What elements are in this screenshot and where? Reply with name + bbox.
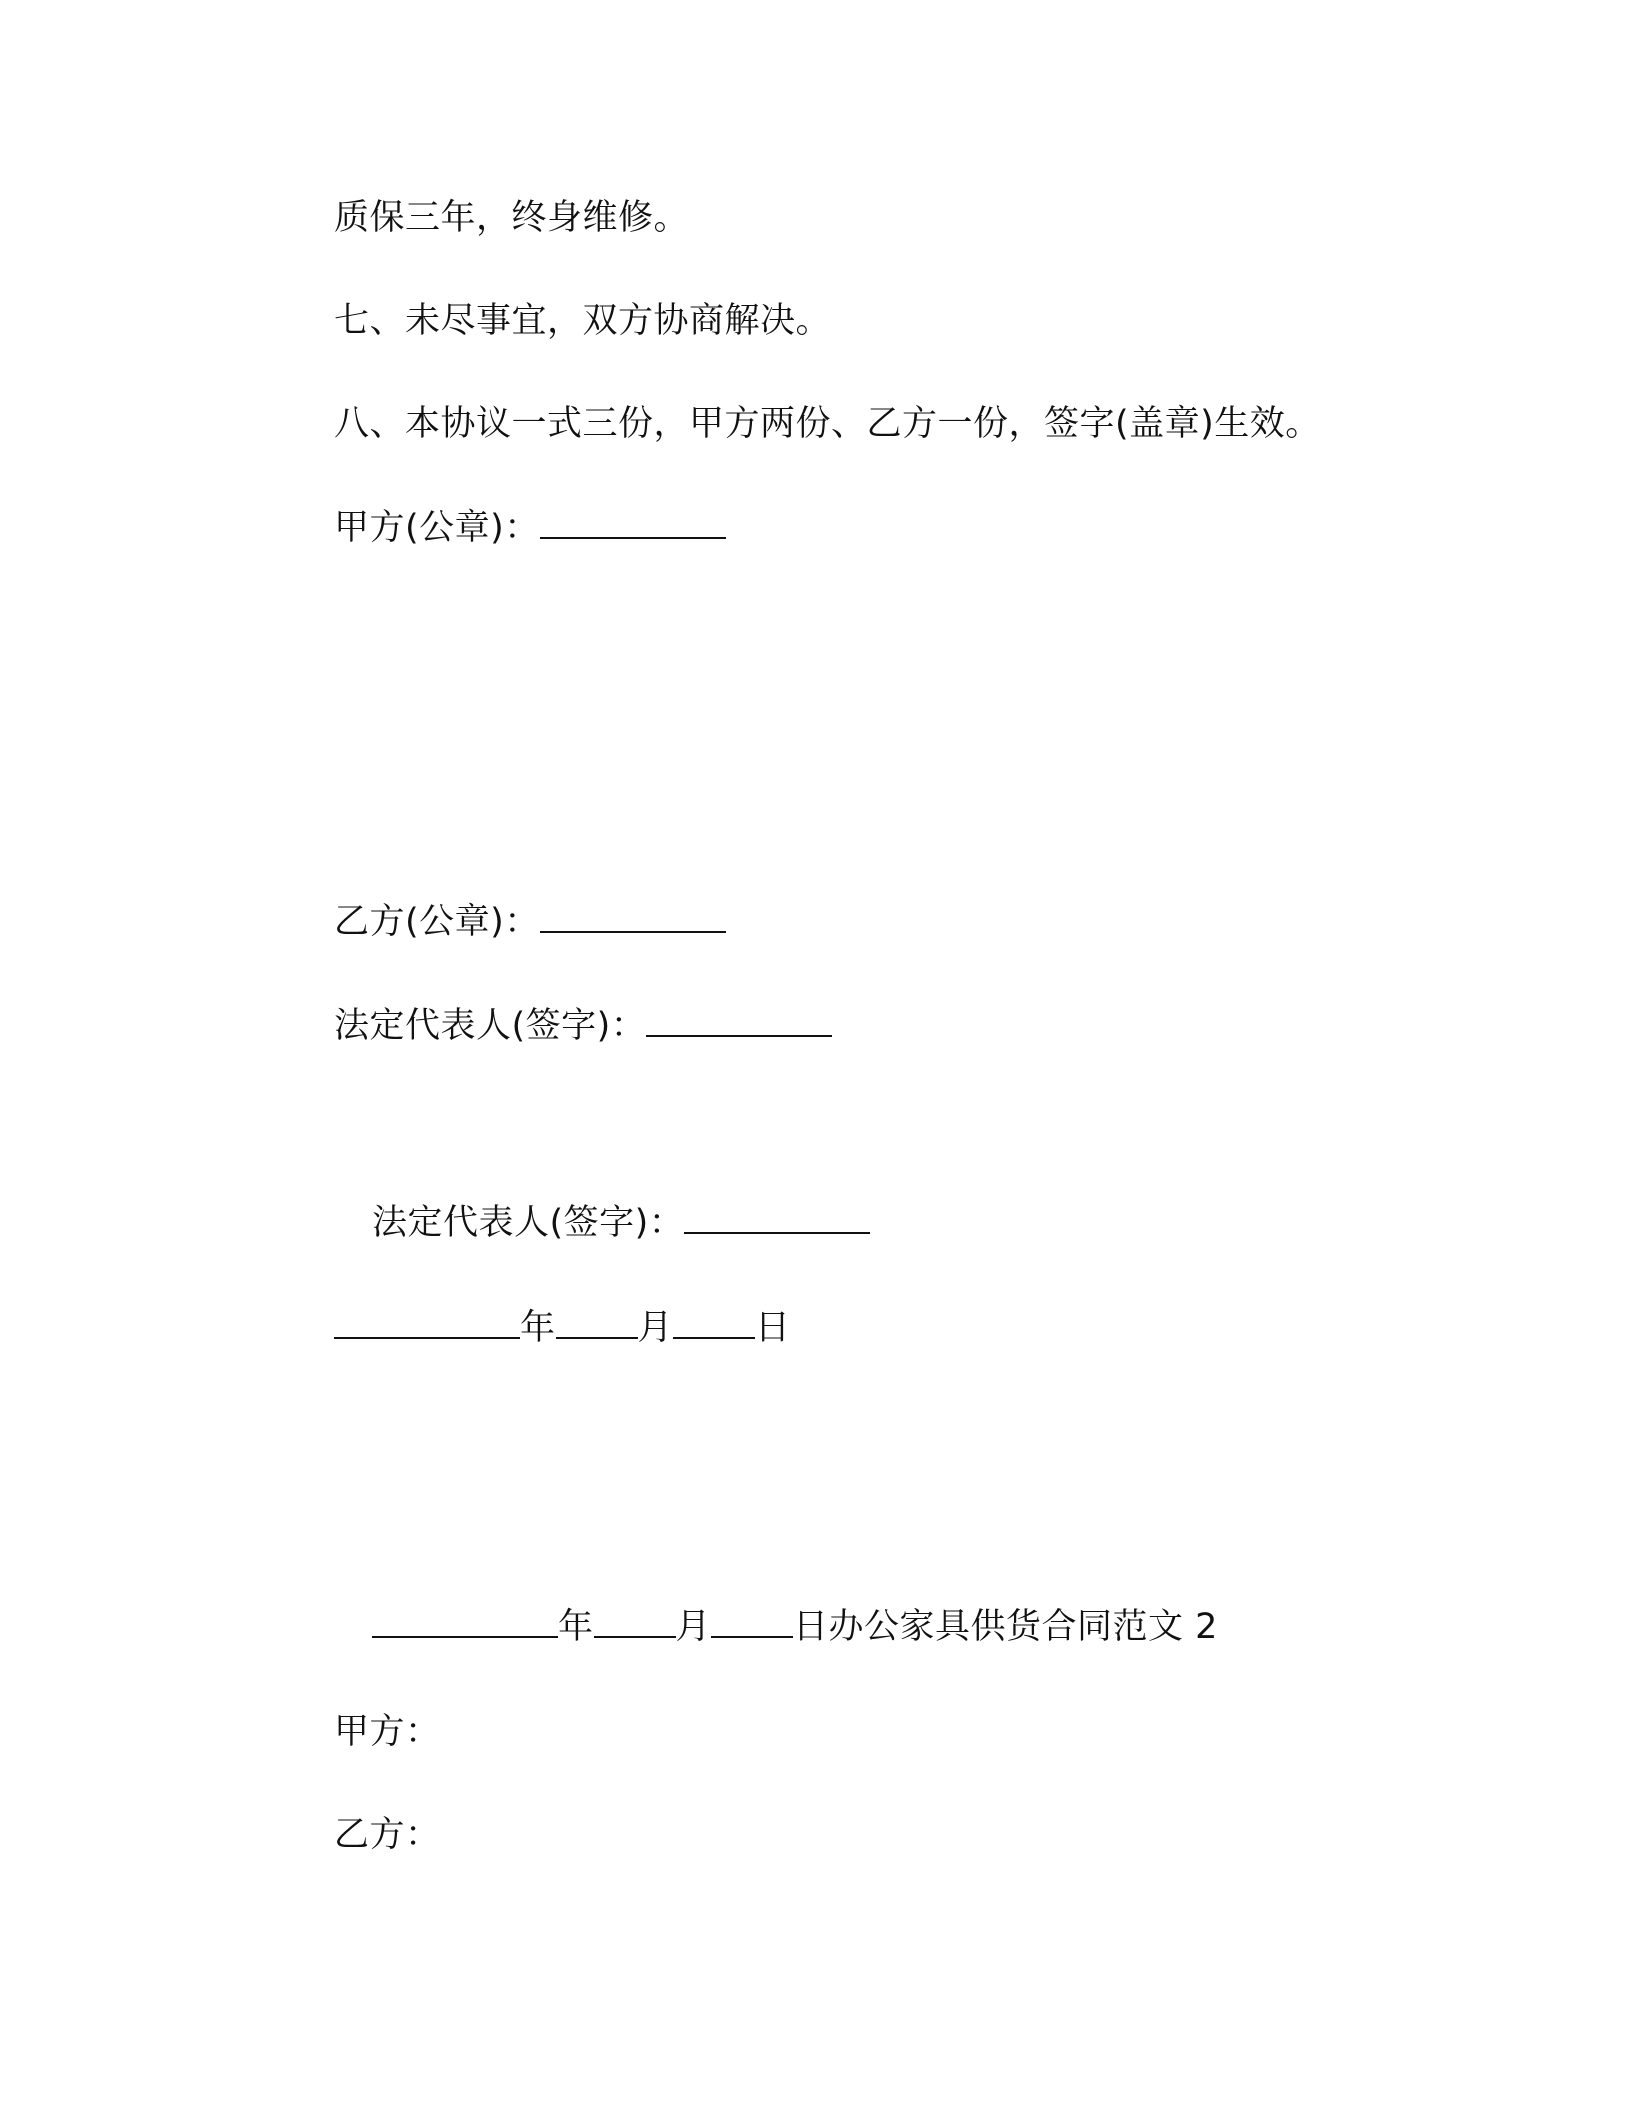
date-line-1 (334, 1306, 791, 1350)
party-a-seal-blank (540, 507, 726, 539)
warranty-line (334, 196, 689, 240)
party-b-seal-label: 乙方(公章)： (334, 902, 540, 942)
party-b-line (334, 1813, 441, 1857)
party-a-seal-label: 甲方(公章)： (334, 508, 540, 548)
year-blank-2 (372, 1606, 558, 1638)
party-a-label: 甲方： (334, 1712, 441, 1752)
month-label-1: 月 (637, 1308, 674, 1348)
year-label-1: 年 (520, 1308, 556, 1348)
warranty-text: 质保三年，终身维修。 (334, 198, 690, 238)
year-label-2: 年 (558, 1607, 594, 1647)
legal-rep-line-2 (372, 1201, 870, 1245)
party-b-label: 乙方： (334, 1815, 441, 1855)
month-blank-1 (556, 1307, 638, 1339)
clause-seven (334, 299, 831, 343)
party-b-seal-blank (540, 901, 726, 933)
day-label-2: 日 (793, 1607, 829, 1647)
clause-eight-text: 八、本协议一式三份，甲方两份、乙方一份，签字(盖章)生效。 (334, 404, 1321, 444)
legal-rep-label-2: 法定代表人(签字)： (372, 1203, 685, 1243)
day-blank-2 (711, 1606, 793, 1638)
date-title-line (372, 1605, 1218, 1649)
party-a-seal-line (334, 506, 726, 550)
clause-seven-text: 七、未尽事宜，双方协商解决。 (334, 301, 832, 341)
month-label-2: 月 (675, 1607, 712, 1647)
legal-rep-blank-1 (646, 1005, 832, 1037)
legal-rep-line-1 (334, 1004, 832, 1048)
day-blank-1 (673, 1307, 755, 1339)
year-blank-1 (334, 1307, 520, 1339)
month-blank-2 (594, 1606, 676, 1638)
party-a-line (334, 1710, 441, 1754)
party-b-seal-line (334, 900, 726, 944)
day-label-1: 日 (755, 1308, 791, 1348)
legal-rep-blank-2 (684, 1202, 870, 1234)
clause-eight (334, 402, 1321, 446)
contract-title: 办公家具供货合同范文 2 (828, 1607, 1218, 1647)
legal-rep-label-1: 法定代表人(签字)： (334, 1006, 647, 1046)
